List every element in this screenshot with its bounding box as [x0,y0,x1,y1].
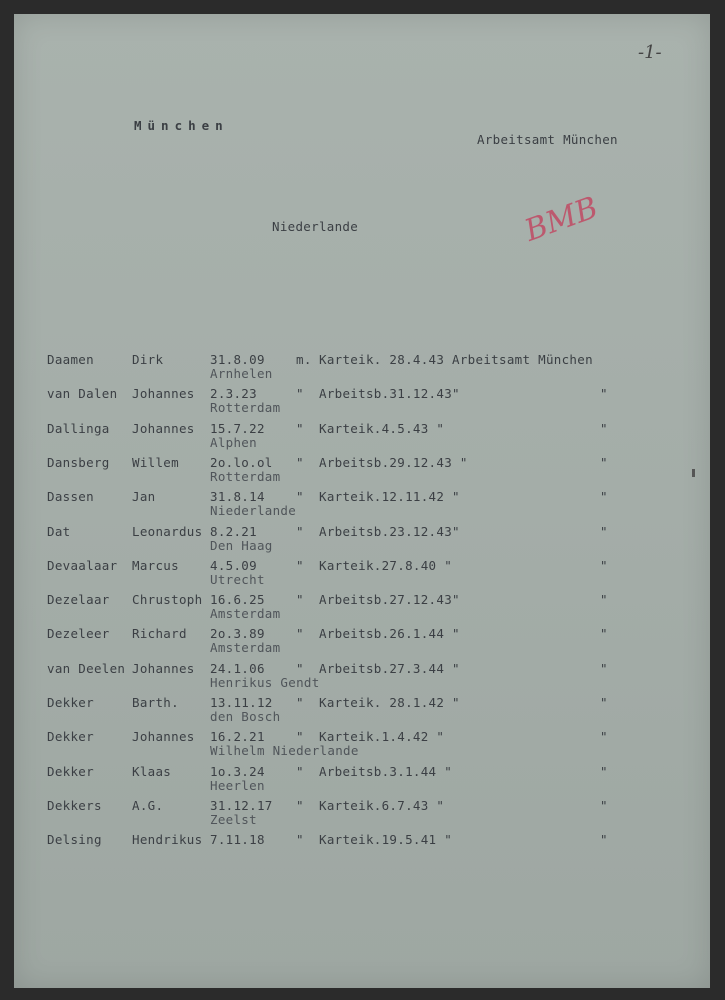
surname: van Deelen [47,660,126,676]
record-row [14,798,710,830]
given-name: Jan [132,489,156,505]
record-source: Arbeitsb.29.12.43 " [319,454,468,470]
record-source: Karteik. 28.1.42 " [319,695,460,710]
birth-date: 31.8.14 [210,489,265,505]
record-row [14,455,710,487]
birth-date: 2.3.23 [210,386,257,402]
birth-place: den Bosch [210,709,281,724]
surname: Dekkers [47,797,102,813]
given-name: Willem [132,454,179,470]
birth-place: Henrikus Gendt [210,674,320,690]
given-name: Hendrikus [132,832,203,848]
record-source: Karteik.4.5.43 " [319,420,445,436]
office-heading: Arbeitsamt München [477,132,618,147]
birth-date: 13.11.12 [210,695,273,710]
sex-mark: " [296,557,304,573]
record-source: Arbeitsb.27.12.43" [319,592,460,608]
birth-date: 2o.lo.ol [210,454,273,470]
birth-place: Amsterdam [210,606,281,622]
record-row [14,729,710,761]
ditto-mark: " [600,832,608,848]
ditto-mark: " [600,763,608,779]
sex-mark: " [296,420,304,436]
record-source: Karteik. 28.4.43 Arbeitsamt München [319,352,593,367]
record-source: Karteik.1.4.42 " [319,729,445,745]
given-name: Johannes [132,729,195,745]
birth-place: Alphen [210,434,257,450]
record-source: Arbeitsb.31.12.43" [319,386,460,402]
record-row [14,764,710,796]
surname: Dansberg [47,454,110,470]
record-row [14,352,710,384]
birth-date: 16.6.25 [210,592,265,608]
record-row [14,421,710,453]
sex-mark: m. [296,352,312,367]
surname: Dekker [47,763,94,779]
ditto-mark: " [600,489,608,505]
given-name: Johannes [132,660,195,676]
city-heading: München [134,118,229,133]
record-row [14,592,710,624]
sex-mark: " [296,489,304,505]
surname: Dezelaar [47,592,110,608]
sex-mark: " [296,832,304,848]
sex-mark: " [296,763,304,779]
given-name: Johannes [132,386,195,402]
sex-mark: " [296,660,304,676]
page-number: -1- [638,42,662,63]
birth-date: 8.2.21 [210,523,257,539]
birth-date: 7.11.18 [210,832,265,848]
birth-place: Rotterdam [210,400,281,416]
surname: Delsing [47,832,102,848]
given-name: Chrustoph [132,592,203,608]
surname: Dekker [47,729,94,745]
birth-place: Wilhelm Niederlande [210,743,359,759]
ditto-mark: " [600,454,608,470]
surname: Dekker [47,695,94,710]
surname: van Dalen [47,386,118,402]
record-row [14,489,710,521]
birth-date: 24.1.06 [210,660,265,676]
birth-date: 15.7.22 [210,420,265,436]
sex-mark: " [296,592,304,608]
sex-mark: " [296,454,304,470]
record-source: Karteik.27.8.40 " [319,557,453,573]
given-name: Dirk [132,352,164,367]
birth-date: 2o.3.89 [210,626,265,642]
document-page [14,14,710,988]
sex-mark: " [296,797,304,813]
birth-place: Niederlande [210,503,297,519]
ditto-mark: " [600,729,608,745]
record-source: Karteik.6.7.43 " [319,797,445,813]
sex-mark: " [296,523,304,539]
given-name: Marcus [132,557,179,573]
birth-place: Den Haag [210,537,273,553]
record-source: Arbeitsb.23.12.43" [319,523,460,539]
given-name: Leonardus [132,523,203,539]
sex-mark: " [296,386,304,402]
given-name: Richard [132,626,187,642]
ditto-mark: " [600,797,608,813]
given-name: A.G. [132,797,164,813]
birth-date: 1o.3.24 [210,763,265,779]
sex-mark: " [296,695,304,710]
given-name: Barth. [132,695,179,710]
ditto-mark: " [600,557,608,573]
given-name: Klaas [132,763,172,779]
birth-date: 16.2.21 [210,729,265,745]
surname: Dezeleer [47,626,110,642]
ditto-mark: " [600,386,608,402]
record-source: Arbeitsb.26.1.44 " [319,626,460,642]
record-source: Karteik.19.5.41 " [319,832,453,848]
birth-place: Heerlen [210,777,265,793]
birth-date: 4.5.09 [210,557,257,573]
ditto-mark: " [600,592,608,608]
ditto-mark: " [600,420,608,436]
record-source: Arbeitsb.3.1.44 " [319,763,453,779]
ditto-mark: " [600,695,608,710]
ditto-mark: " [600,523,608,539]
sex-mark: " [296,626,304,642]
given-name: Johannes [132,420,195,436]
surname: Dat [47,523,71,539]
sex-mark: " [296,729,304,745]
surname: Dallinga [47,420,110,436]
record-source: Karteik.12.11.42 " [319,489,460,505]
record-row [14,832,710,864]
record-row [14,386,710,418]
birth-place: Arnhelen [210,366,273,381]
record-source: Arbeitsb.27.3.44 " [319,660,460,676]
record-row [14,626,710,658]
birth-date: 31.8.09 [210,352,265,367]
surname: Dassen [47,489,94,505]
ditto-mark: " [600,626,608,642]
birth-place: Rotterdam [210,468,281,484]
birth-place: Utrecht [210,571,265,587]
record-row [14,558,710,590]
surname: Daamen [47,352,94,367]
handwritten-stamp: BMB [520,190,603,249]
record-row [14,524,710,556]
birth-date: 31.12.17 [210,797,273,813]
record-row [14,661,710,693]
birth-place: Amsterdam [210,640,281,656]
birth-place: Zeelst [210,811,257,827]
record-row [14,695,710,727]
ditto-mark: " [600,660,608,676]
surname: Devaalaar [47,557,118,573]
country-heading: Niederlande [272,219,359,234]
